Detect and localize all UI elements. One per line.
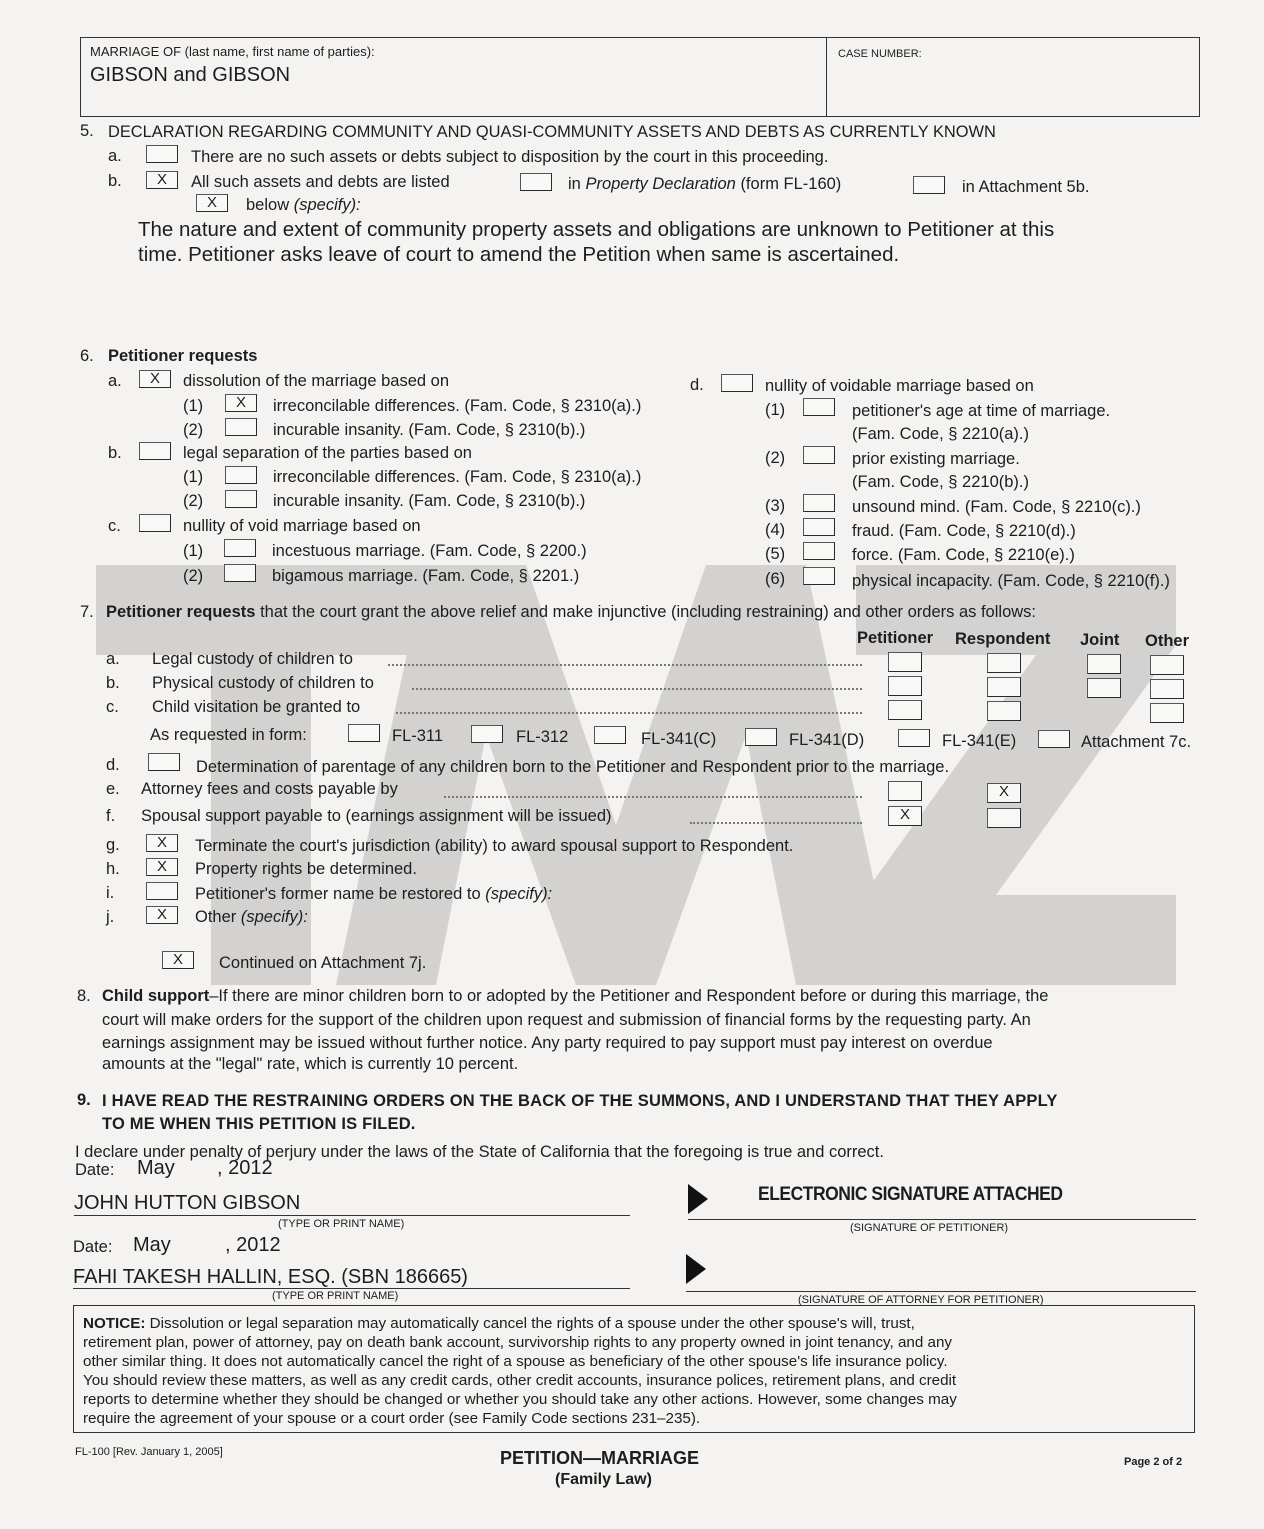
s6-d1-num: (1): [765, 401, 786, 419]
sig1-year: , 2012: [217, 1157, 273, 1179]
s7-form-fl311-label: FL-311: [392, 727, 444, 745]
sig1-electronic-signature: ELECTRONIC SIGNATURE ATTACHED: [758, 1184, 1063, 1205]
s5-b-below-checkbox[interactable]: X: [196, 194, 228, 212]
sig1-month: May: [137, 1157, 175, 1179]
s6-c2-text: bigamous marriage. (Fam. Code, § 2201.): [272, 567, 580, 585]
s7-e-letter: e.: [106, 780, 120, 798]
header-divider: [826, 38, 827, 116]
s7-f-leader: [690, 822, 862, 824]
sig2-name-line: [73, 1288, 630, 1289]
declaration-text: I declare under penalty of perjury under the laws of the State of California that the foregoing is true and correct.: [75, 1143, 884, 1161]
s7-form-fl311-checkbox[interactable]: [348, 724, 380, 742]
s6-c1-checkbox[interactable]: [224, 539, 256, 557]
s7-b-letter: b.: [106, 674, 120, 692]
s6-b1-num: (1): [183, 468, 204, 486]
footer-page-number: Page 2 of 2: [1124, 1456, 1183, 1468]
s7-f-letter: f.: [106, 807, 116, 825]
s6-a1-checkbox[interactable]: X: [225, 394, 257, 412]
s5-b-checkbox[interactable]: X: [146, 171, 178, 189]
s8-line-4: amounts at the "legal" rate, which is currently 10 percent.: [102, 1055, 519, 1073]
s7-h-letter: h.: [106, 860, 120, 878]
s7-c-respondent-checkbox[interactable]: [987, 701, 1021, 721]
s7-attachment-7c-checkbox[interactable]: [1038, 730, 1070, 748]
sig2-month: May: [133, 1234, 171, 1256]
footer-title: PETITION—MARRIAGE: [500, 1448, 700, 1468]
s7-col-respondent: Respondent: [955, 630, 1051, 648]
s5-typed-line-2: time. Petitioner asks leave of court to amend the Petition when same is ascertained.: [138, 243, 900, 266]
sig2-arrow-icon: [686, 1254, 706, 1284]
marriage-of-label: MARRIAGE OF (last name, first name of parties):: [90, 44, 375, 59]
s7-a-letter: a.: [106, 650, 120, 668]
s7-h-text: Property rights be determined.: [195, 860, 417, 878]
s6-a1-num: (1): [183, 397, 204, 415]
s6-b-text: legal separation of the parties based on: [183, 444, 472, 462]
s6-d6-text: physical incapacity. (Fam. Code, § 2210(f).): [852, 572, 1170, 590]
s5-a-checkbox[interactable]: [146, 145, 178, 163]
notice-text: NOTICE: Dissolution or legal separation may automatically cancel the rights of a spouse under the other spouse's will, trust, retirement plan, power of attorney, pay on death bank account, survivorship rights to any property owned in joint tenancy, and any other similar thing. It does not automatically cancel the right of a spouse as beneficiary of the other spouse's life insurance policy. You should review these matters, as well as any credit cards, other credit accounts, insurance polices, retirement plans, and credit reports to determine whether they should be changed or whether you should take any other actions. However, some changes may require the agreement of your spouse or a court order (see Family Code sections 231–235).: [83, 1315, 957, 1427]
s6-d3-text: unsound mind. (Fam. Code, § 2210(c).): [852, 498, 1141, 516]
s6-d5-num: (5): [765, 545, 786, 563]
s7-form-fl341c-checkbox[interactable]: [594, 726, 626, 744]
s6-c2-num: (2): [183, 567, 204, 585]
s7-c-petitioner-checkbox[interactable]: [888, 700, 922, 720]
sig1-signature-caption: (SIGNATURE OF PETITIONER): [850, 1222, 1009, 1234]
sig2-signature-caption: (SIGNATURE OF ATTORNEY FOR PETITIONER): [798, 1294, 1044, 1306]
s6-title: Petitioner requests: [108, 347, 258, 365]
footer-subtitle: (Family Law): [555, 1471, 652, 1488]
s7-a-respondent-checkbox[interactable]: [987, 653, 1021, 673]
s6-a2-checkbox[interactable]: [225, 418, 257, 436]
s6-c-letter: c.: [108, 517, 121, 535]
s6-d-letter: d.: [690, 376, 704, 394]
s6-c-text: nullity of void marriage based on: [183, 517, 421, 535]
s6-b2-num: (2): [183, 492, 204, 510]
s6-d4-num: (4): [765, 521, 786, 539]
sig1-name-caption: (TYPE OR PRINT NAME): [278, 1218, 405, 1230]
footer-form-id: FL-100 [Rev. January 1, 2005]: [75, 1446, 223, 1458]
s7-form-fl341e-label: FL-341(E): [942, 732, 1017, 750]
s6-c-checkbox[interactable]: [139, 514, 171, 532]
sig2-signature-line: [686, 1291, 1196, 1292]
parties-names: GIBSON and GIBSON: [90, 64, 291, 86]
s7-e-respondent-checkbox[interactable]: X: [987, 783, 1021, 803]
s8-line-2: court will make orders for the support of the children upon request and submission of financial forms by the requesting party. An: [102, 1011, 1031, 1029]
s5-b-property-declaration-checkbox[interactable]: [520, 173, 552, 191]
s7-b-leader: [412, 688, 862, 690]
s7-a-petitioner-checkbox[interactable]: [888, 652, 922, 672]
s6-b1-checkbox[interactable]: [225, 466, 257, 484]
sig1-arrow-icon: [688, 1184, 708, 1214]
s7-h-checkbox[interactable]: X: [146, 858, 178, 876]
s7-continued-text: Continued on Attachment 7j.: [219, 954, 427, 972]
s7-e-petitioner-checkbox[interactable]: [888, 781, 922, 801]
s8-number: 8.: [77, 987, 91, 1005]
s7-b-text: Physical custody of children to: [152, 674, 374, 692]
s5-title: DECLARATION REGARDING COMMUNITY AND QUASI-COMMUNITY ASSETS AND DEBTS AS CURRENTLY KNOWN: [108, 123, 996, 141]
s7-e-text: Attorney fees and costs payable by: [141, 780, 398, 798]
s7-a-text: Legal custody of children to: [152, 650, 353, 668]
s7-b-petitioner-checkbox[interactable]: [888, 676, 922, 696]
s6-d2-checkbox[interactable]: [803, 446, 835, 464]
s8-line-3: earnings assignment may be issued without further notice. Any party required to pay support must pay interest on overdue: [102, 1034, 993, 1052]
s5-b-text: All such assets and debts are listed: [191, 173, 450, 191]
s5-typed-line-1: The nature and extent of community property assets and obligations are unknown to Petitioner at this: [138, 218, 1055, 241]
s7-a-joint-checkbox[interactable]: [1087, 654, 1121, 674]
s6-d1-text-2: (Fam. Code, § 2210(a).): [852, 425, 1029, 443]
sig2-name-caption: (TYPE OR PRINT NAME): [272, 1290, 399, 1302]
s7-g-letter: g.: [106, 836, 120, 854]
s7-forms-label: As requested in form:: [150, 726, 307, 744]
s6-d2-text: prior existing marriage.: [852, 450, 1020, 468]
s6-b-letter: b.: [108, 444, 122, 462]
s7-form-fl341d-checkbox[interactable]: [745, 728, 777, 746]
sig1-signature-line: [688, 1219, 1196, 1220]
s7-col-joint: Joint: [1080, 631, 1120, 649]
s5-b-letter: b.: [108, 172, 122, 190]
sig1-date-label: Date:: [75, 1161, 115, 1179]
s7-b-respondent-checkbox[interactable]: [987, 677, 1021, 697]
s5-b-attachment-text: in Attachment 5b.: [962, 178, 1090, 196]
s6-a2-num: (2): [183, 421, 204, 439]
s6-d1-text: petitioner's age at time of marriage.: [852, 402, 1111, 420]
s6-number: 6.: [80, 347, 94, 365]
sig1-name-line: [74, 1215, 630, 1216]
s7-c-letter: c.: [106, 698, 119, 716]
s7-d-checkbox[interactable]: [148, 753, 180, 771]
s6-d1-checkbox[interactable]: [803, 398, 835, 416]
s6-a-text: dissolution of the marriage based on: [183, 372, 449, 390]
s7-b-joint-checkbox[interactable]: [1087, 678, 1121, 698]
s7-form-fl312-checkbox[interactable]: [471, 725, 503, 743]
s5-b-below-text: below (specify):: [246, 196, 361, 214]
s7-i-letter: i.: [106, 884, 115, 902]
s7-c-text: Child visitation be granted to: [152, 698, 361, 716]
s6-c1-num: (1): [183, 542, 204, 560]
s7-title: Petitioner requests that the court grant the above relief and make injunctive (including restraining) and other orders as follows:: [106, 603, 1036, 621]
s7-g-checkbox[interactable]: X: [146, 834, 178, 852]
s6-d4-text: fraud. (Fam. Code, § 2210(d).): [852, 522, 1076, 540]
s7-d-text: Determination of parentage of any children born to the Petitioner and Respondent prior to the marriage.: [196, 758, 950, 776]
s7-i-checkbox[interactable]: [146, 882, 178, 900]
s5-a-text: There are no such assets or debts subject to disposition by the court in this proceeding.: [191, 148, 829, 166]
s5-number: 5.: [80, 122, 94, 140]
s9-line-1: I HAVE READ THE RESTRAINING ORDERS ON THE BACK OF THE SUMMONS, AND I UNDERSTAND THAT THEY APPLY: [102, 1092, 1058, 1110]
sig2-date-label: Date:: [73, 1238, 113, 1256]
s7-d-letter: d.: [106, 756, 120, 774]
s6-d-checkbox[interactable]: [721, 374, 753, 392]
s5-b-attachment-checkbox[interactable]: [913, 176, 945, 194]
s7-f-text: Spousal support payable to (earnings assignment will be issued): [141, 807, 612, 825]
s6-d4-checkbox[interactable]: [803, 518, 835, 536]
s7-form-fl341c-label: FL-341(C): [641, 730, 717, 748]
sig2-year: , 2012: [225, 1234, 281, 1256]
s6-a1-text: irreconcilable differences. (Fam. Code, § 2310(a).): [273, 397, 642, 415]
s5-a-letter: a.: [108, 147, 122, 165]
s7-b-other-checkbox[interactable]: [1150, 679, 1184, 699]
s7-f-respondent-checkbox[interactable]: [987, 808, 1021, 828]
s6-d-text: nullity of voidable marriage based on: [765, 377, 1034, 395]
s6-d5-text: force. (Fam. Code, § 2210(e).): [852, 546, 1075, 564]
s6-a2-text: incurable insanity. (Fam. Code, § 2310(b).): [273, 421, 586, 439]
s6-b1-text: irreconcilable differences. (Fam. Code, § 2310(a).): [273, 468, 642, 486]
s7-f-petitioner-checkbox[interactable]: X: [888, 806, 922, 826]
s9-number: 9.: [77, 1091, 91, 1109]
sig2-name: FAHI TAKESH HALLIN, ESQ. (SBN 186665): [73, 1266, 468, 1288]
s6-b2-text: incurable insanity. (Fam. Code, § 2310(b).): [273, 492, 586, 510]
s7-a-leader: [388, 664, 862, 666]
s7-form-fl341e-checkbox[interactable]: [898, 729, 930, 747]
s6-d6-checkbox[interactable]: [803, 567, 835, 585]
s7-attachment-7c-label: Attachment 7c.: [1081, 733, 1192, 751]
s6-b-checkbox[interactable]: [139, 442, 171, 460]
s6-d5-checkbox[interactable]: [803, 542, 835, 560]
s7-continued-checkbox[interactable]: X: [162, 951, 194, 969]
s6-d3-checkbox[interactable]: [803, 494, 835, 512]
s7-j-text: Other (specify):: [195, 908, 308, 926]
s7-number: 7.: [80, 603, 94, 621]
s5-b-property-declaration-text: in Property Declaration (form FL-160): [568, 175, 842, 193]
s6-d2-text-2: (Fam. Code, § 2210(b).): [852, 473, 1029, 491]
s6-b2-checkbox[interactable]: [225, 490, 257, 508]
s7-g-text: Terminate the court's jurisdiction (ability) to award spousal support to Respondent.: [195, 837, 794, 855]
s7-a-other-checkbox[interactable]: [1150, 655, 1184, 675]
s7-i-text: Petitioner's former name be restored to (specify):: [195, 885, 553, 903]
s7-j-letter: j.: [106, 908, 115, 926]
s6-c2-checkbox[interactable]: [224, 564, 256, 582]
case-number-label: CASE NUMBER:: [838, 48, 922, 60]
s6-d3-num: (3): [765, 497, 786, 515]
s6-a-letter: a.: [108, 372, 122, 390]
s7-e-leader: [444, 796, 862, 798]
s6-c1-text: incestuous marriage. (Fam. Code, § 2200.): [272, 542, 587, 560]
s6-a-checkbox[interactable]: X: [139, 370, 171, 388]
s9-line-2: TO ME WHEN THIS PETITION IS FILED.: [102, 1115, 416, 1133]
s6-d6-num: (6): [765, 570, 786, 588]
s7-j-checkbox[interactable]: X: [146, 906, 178, 924]
s7-form-fl312-label: FL-312: [516, 728, 569, 746]
s8-line-1: Child support–If there are minor children born to or adopted by the Petitioner and Respondent before or during this marriage, the: [102, 987, 1049, 1005]
s6-d2-num: (2): [765, 449, 786, 467]
s7-col-petitioner: Petitioner: [857, 629, 934, 647]
sig1-name: JOHN HUTTON GIBSON: [74, 1192, 301, 1214]
s7-form-fl341d-label: FL-341(D): [789, 731, 865, 749]
s7-col-other: Other: [1145, 632, 1190, 650]
s7-c-other-checkbox[interactable]: [1150, 703, 1184, 723]
s7-c-leader: [396, 712, 862, 714]
